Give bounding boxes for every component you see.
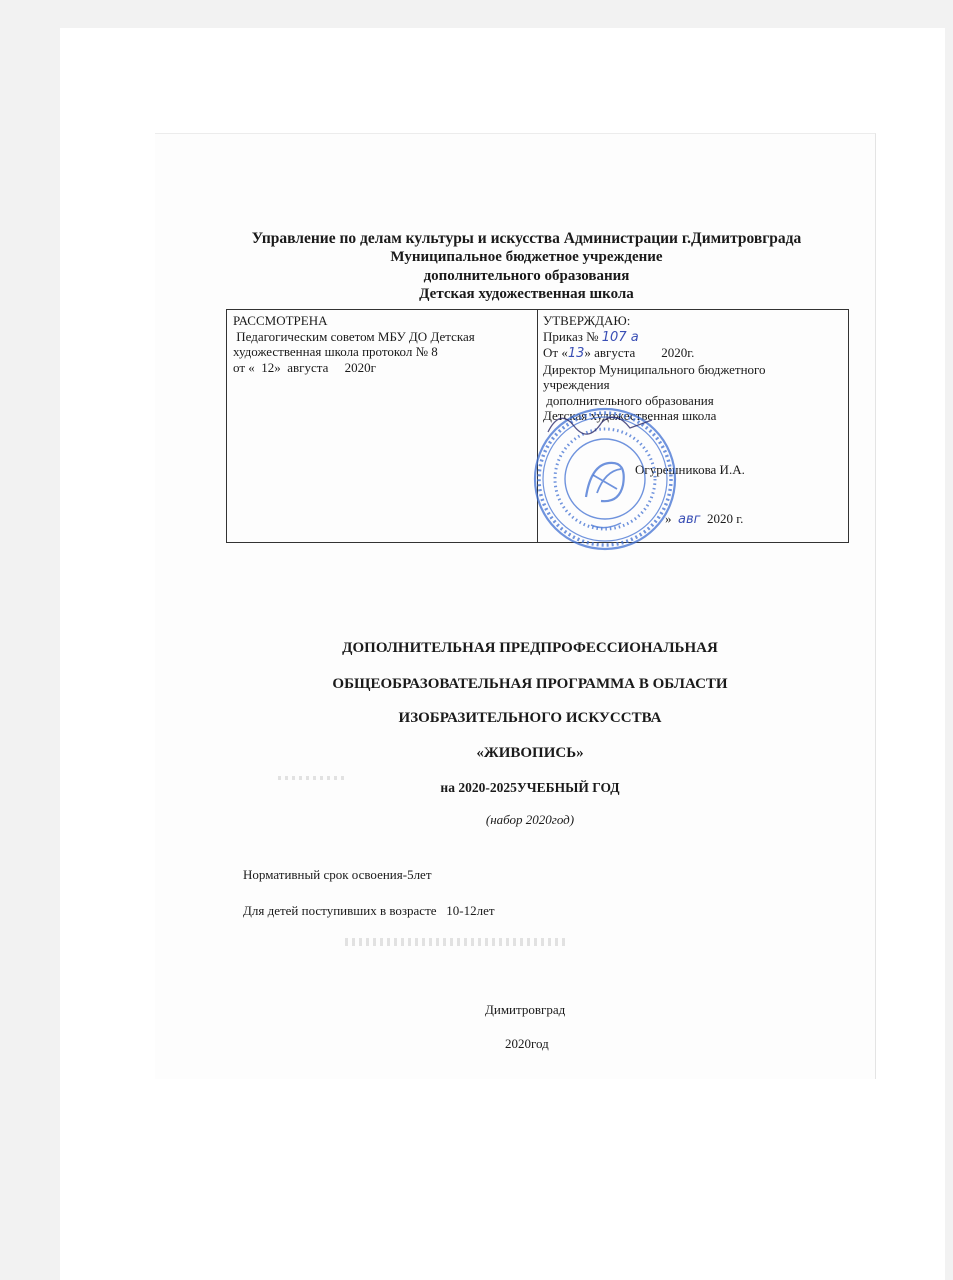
order-number-handwritten: 107 а bbox=[601, 329, 639, 345]
position-line-1: Директор Муниципального бюджетного bbox=[543, 361, 766, 377]
program-title-line-4: «ЖИВОПИСЬ» bbox=[476, 745, 584, 761]
scan-artifact bbox=[345, 938, 565, 946]
date-prefix: От « bbox=[543, 345, 568, 360]
date-day-handwritten: 13 bbox=[567, 346, 585, 361]
program-title-line-2: ОБЩЕОБРАЗОВАТЕЛЬНАЯ ПРОГРАММА В ОБЛАСТИ bbox=[332, 676, 728, 692]
order-line bbox=[543, 329, 766, 346]
considered-line-3: от « 12» августа 2020г bbox=[233, 359, 376, 375]
considered-block bbox=[233, 313, 475, 375]
order-date-line bbox=[543, 345, 766, 362]
date-suffix: » августа 2020г. bbox=[584, 345, 695, 360]
sign-date-prefix: » bbox=[665, 511, 672, 526]
position-line-2: учреждения bbox=[543, 377, 610, 392]
sign-date-year: 2020 г. bbox=[706, 511, 744, 526]
header-line-1: Управление по делам культуры и искусства Администрации г.Димитровграда bbox=[251, 230, 802, 247]
header-line-4: Детская художественная школа bbox=[419, 286, 634, 302]
header-line-2: Муниципальное бюджетное учреждение bbox=[390, 249, 663, 265]
position-line-4: Детская художественная школа bbox=[543, 408, 717, 423]
program-enrollment: (набор 2020год) bbox=[485, 812, 575, 827]
program-title-line-1: ДОПОЛНИТЕЛЬНАЯ ПРЕДПРОФЕССИОНАЛЬНАЯ bbox=[342, 640, 718, 656]
program-term: Нормативный срок освоения-5лет bbox=[243, 867, 432, 882]
header-line-3: дополнительного образования bbox=[423, 268, 630, 284]
order-prefix: Приказ № bbox=[543, 328, 602, 344]
considered-heading: РАССМОТРЕНА bbox=[233, 313, 328, 328]
approved-heading: УТВЕРЖДАЮ: bbox=[543, 313, 631, 328]
position-line-3: дополнительного образования bbox=[543, 392, 714, 408]
program-years: на 2020-2025УЧЕБНЫЙ ГОД bbox=[440, 780, 620, 795]
scan-artifact bbox=[278, 776, 348, 780]
considered-line-2: художественная школа протокол № 8 bbox=[233, 344, 438, 359]
signatory-name: Огурешникова И.А. bbox=[635, 462, 745, 477]
director-signature bbox=[540, 402, 660, 442]
sign-date-month-handwritten: авг bbox=[678, 512, 701, 527]
footer-year: 2020год bbox=[505, 1036, 549, 1051]
program-age: Для детей поступивших в возрасте 10-12лет bbox=[243, 903, 495, 918]
footer-city: Димитровград bbox=[485, 1002, 566, 1017]
program-title-line-3: ИЗОБРАЗИТЕЛЬНОГО ИСКУССТВА bbox=[398, 710, 662, 726]
considered-line-1: Педагогическим советом МБУ ДО Детская bbox=[233, 328, 475, 344]
